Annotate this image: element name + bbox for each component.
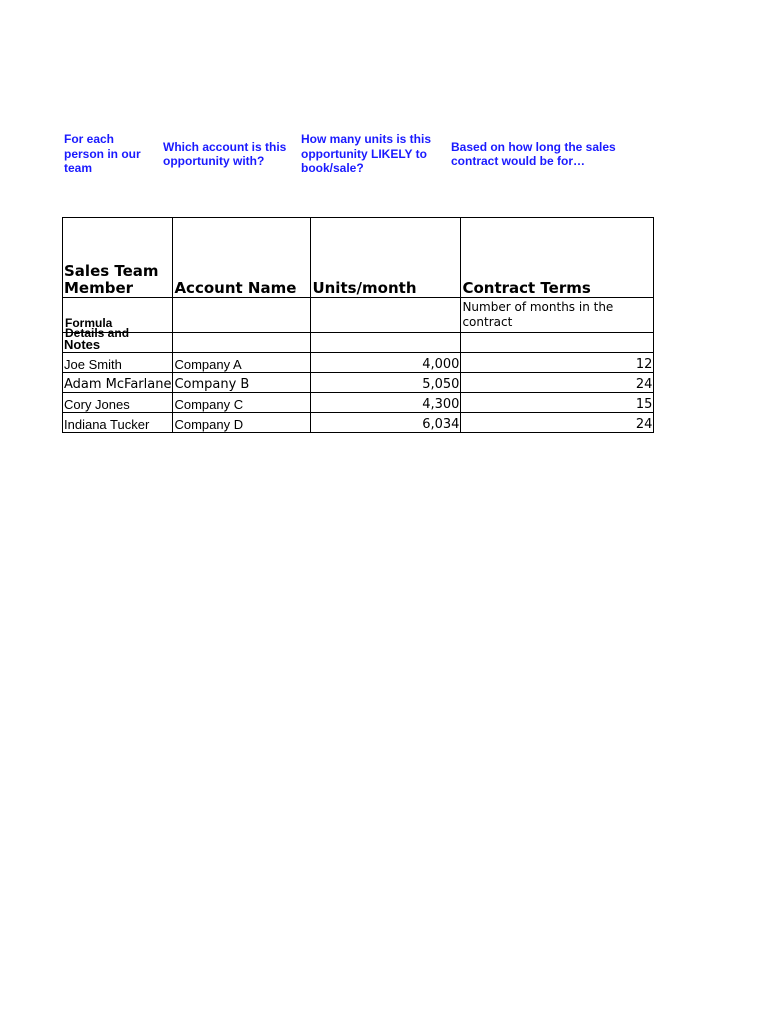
notes-label: Notes [64,337,101,352]
header-text: Account Name [174,279,297,297]
account-cell[interactable]: Company D [173,413,311,433]
contract-desc: Number of months in the contract [462,300,614,329]
notes-terms-cell[interactable] [461,333,654,353]
sales-table [62,217,654,433]
formula-row [63,298,654,333]
terms-cell[interactable]: 24 [461,373,654,393]
header-text: Units/month [312,279,417,297]
member-cell[interactable]: Indiana Tucker [63,413,173,433]
units-cell[interactable]: 5,050 [311,373,461,393]
header-sales-team-member[interactable] [63,218,173,298]
header-account-name[interactable] [173,218,311,298]
formula-label-cell[interactable] [63,298,173,340]
hint-account-name [163,132,299,176]
formula-account-cell[interactable] [173,298,311,333]
header-contract-terms[interactable] [461,218,654,298]
units-cell[interactable]: 4,000 [311,353,461,373]
member-cell[interactable]: Adam McFarlane [63,373,173,393]
hint-text: Which account is this opportunity with? [163,139,287,168]
header-row [63,218,654,298]
units-cell[interactable]: 6,034 [311,413,461,433]
header-text: Contract Terms [462,279,591,297]
hint-text: For each person in our team [64,132,141,176]
hint-contract-terms [451,132,641,176]
table-row [63,393,654,413]
header-units-month[interactable] [311,218,461,298]
terms-cell[interactable]: 24 [461,413,654,433]
hint-text: Based on how long the sales contract would be for… [451,139,616,168]
formula-units-cell[interactable] [311,298,461,333]
hint-units-month [301,132,447,176]
notes-account-cell[interactable] [173,333,311,353]
table-row [63,373,654,393]
header-text: Sales Team Member [64,262,159,297]
hint-sales-team-member [64,132,154,176]
member-cell[interactable]: Joe Smith [63,353,173,373]
terms-cell[interactable]: 15 [461,393,654,413]
formula-label: Formula [65,316,113,330]
units-cell[interactable]: 4,300 [311,393,461,413]
terms-cell[interactable]: 12 [461,353,654,373]
table-row [63,413,654,433]
table-row [63,353,654,373]
details-label: Details and [65,326,130,340]
member-cell[interactable]: Cory Jones [63,393,173,413]
account-cell[interactable]: Company C [173,393,311,413]
notes-units-cell[interactable] [311,333,461,353]
notes-row [63,333,654,353]
account-cell[interactable]: Company B [173,373,311,393]
account-cell[interactable]: Company A [173,353,311,373]
hint-text: How many units is this opportunity LIKELY to book/sale? [301,132,432,176]
contract-desc-cell[interactable] [461,298,654,333]
